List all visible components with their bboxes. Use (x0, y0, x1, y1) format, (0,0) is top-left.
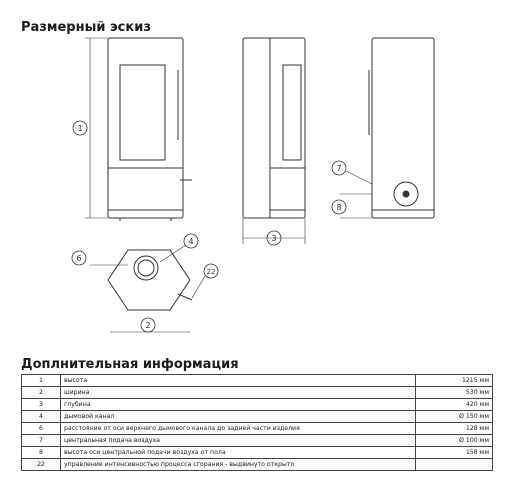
top-view (90, 250, 192, 332)
row-value (416, 459, 493, 471)
front-view (85, 38, 192, 221)
table-row (22, 399, 493, 411)
row-label: ширина (61, 387, 416, 399)
side-view (243, 38, 305, 244)
callout-1: 1 (77, 124, 83, 133)
table-row (22, 387, 493, 399)
row-label: дымовой канал (61, 411, 416, 423)
callout-3: 3 (271, 234, 277, 243)
row-number: 8 (22, 447, 61, 459)
callout-22: 22 (206, 268, 216, 276)
row-value: 530 мм (416, 387, 493, 399)
row-value: 128 мм (416, 423, 493, 435)
info-heading: Доплнительная информация (21, 357, 239, 372)
row-number: 22 (22, 459, 61, 471)
row-number: 1 (22, 375, 61, 387)
row-number: 3 (22, 399, 61, 411)
row-value: 1215 мм (416, 375, 493, 387)
table-row (22, 435, 493, 447)
table-row (22, 411, 493, 423)
sketch-heading: Размерный эскиз (21, 20, 151, 35)
row-label: расстояние от оси верхнего дымового канала до задней части изделия (61, 423, 416, 435)
row-value: 158 мм (416, 447, 493, 459)
row-number: 7 (22, 435, 61, 447)
row-value: 420 мм (416, 399, 493, 411)
row-number: 2 (22, 387, 61, 399)
row-label: глубина (61, 399, 416, 411)
table-row (22, 423, 493, 435)
row-number: 4 (22, 411, 61, 423)
table-row (22, 459, 493, 471)
row-label: центральная подача воздуха (61, 435, 416, 447)
callout-2: 2 (145, 321, 151, 330)
row-label: высота оси центральной подачи воздуха от пола (61, 447, 416, 459)
callout-4: 4 (188, 237, 194, 246)
spec-table (21, 374, 493, 471)
callout-8: 8 (336, 203, 342, 212)
callout-6: 6 (76, 254, 82, 263)
callout-7: 7 (336, 164, 342, 173)
row-value: Ø 150 мм (416, 411, 493, 423)
row-value: Ø 100 мм (416, 435, 493, 447)
row-label: управление интенсивностью процесса сгорания - выдвинуто открыто (61, 459, 416, 471)
table-row (22, 375, 493, 387)
rear-view (340, 38, 434, 218)
table-row (22, 447, 493, 459)
row-number: 6 (22, 423, 61, 435)
row-label: высота (61, 375, 416, 387)
